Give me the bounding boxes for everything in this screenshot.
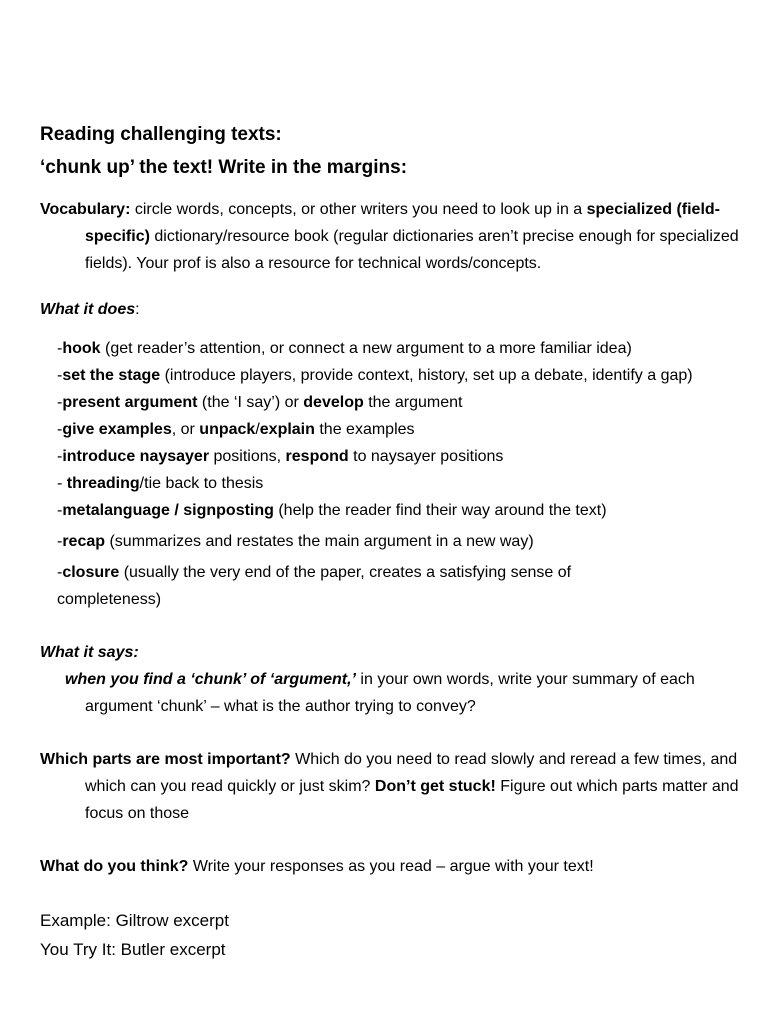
list-item-present-argument [57, 389, 750, 416]
list-text: (help the reader find their way around the text) [273, 502, 607, 519]
what-it-does-label: What it does [40, 301, 136, 318]
document-body [40, 118, 750, 964]
list-text: the examples [314, 421, 415, 438]
list-text: to naysayer positions [348, 448, 504, 465]
list-term: introduce naysayer [62, 448, 210, 465]
important-question: Which parts are most important? [40, 751, 291, 768]
what-it-says-text: in your own words, write your summary of each argument ‘chunk’ – what is the author trying to convey? [85, 671, 695, 715]
list-text: (introduce players, provide context, history, set up a debate, identify a gap) [160, 367, 693, 384]
list-term: develop [303, 394, 364, 411]
try-it-line: You Try It: Butler excerpt [40, 940, 226, 959]
list-dash: - [57, 533, 63, 550]
think-text: Write your responses as you read – argue with your text! [188, 858, 594, 875]
list-item-metalanguage [57, 497, 750, 524]
list-text: / [255, 421, 260, 438]
list-term: unpack [199, 421, 256, 438]
what-it-says-body [40, 666, 750, 720]
list-text: , or [171, 421, 200, 438]
list-term: metalanguage / signposting [62, 502, 274, 519]
list-term: set the stage [62, 367, 161, 384]
list-dash: - [57, 394, 63, 411]
vocabulary-bold-1: specialized (field-specific) [85, 201, 720, 245]
important-paragraph [40, 746, 750, 827]
list-dash: - [57, 367, 63, 384]
list-item-threading [57, 470, 750, 497]
list-dash: - [57, 564, 63, 581]
title-line-1: Reading challenging texts: [40, 124, 282, 145]
vocabulary-text-1: circle words, concepts, or other writers you need to look up in a [130, 201, 587, 218]
list-term: threading [66, 475, 140, 492]
list-item-closure [57, 559, 750, 613]
list-text: (usually the very end of the paper, creates a satisfying sense of completeness) [57, 564, 572, 608]
example-line: Example: Giltrow excerpt [40, 911, 229, 930]
what-it-says-bold-italic: when you find a ‘chunk’ of ‘argument,’ [65, 671, 356, 688]
list-text: (the ‘I say’) or [197, 394, 304, 411]
what-it-says-heading [40, 639, 750, 666]
dont-get-stuck: Don’t get stuck! [374, 778, 496, 795]
vocabulary-label: Vocabulary: [40, 201, 131, 218]
what-it-does-heading [40, 296, 750, 323]
list-text: /tie back to thesis [139, 475, 264, 492]
list-dash: - [57, 502, 63, 519]
list-item-hook [57, 335, 750, 362]
list-dash: - [57, 421, 63, 438]
important-text-1: Which do you need to read slowly and reread a few times, and which can you read quickly or just skim? [85, 751, 738, 795]
list-term: explain [259, 421, 315, 438]
list-term: present argument [62, 394, 198, 411]
what-it-says-label: What it says: [40, 644, 139, 661]
list-item-give-examples [57, 416, 750, 443]
list-dash: - [57, 340, 63, 357]
title-line-2: ‘chunk up’ the text! Write in the margins: [40, 157, 408, 178]
list-dash: - [57, 475, 67, 492]
list-item-set-the-stage [57, 362, 750, 389]
what-it-says-paragraph [65, 666, 750, 720]
list-term: hook [62, 340, 101, 357]
list-item-naysayer [57, 443, 750, 470]
think-question: What do you think? [40, 858, 189, 875]
list-term: closure [62, 564, 120, 581]
list-text: the argument [363, 394, 463, 411]
vocabulary-text-2: dictionary/resource book (regular dictionaries aren’t precise enough for specialized fields). Your prof is also a resource for technical words/concepts. [85, 228, 739, 272]
examples-block [40, 906, 750, 964]
think-paragraph [40, 853, 750, 880]
list-item-recap [57, 528, 750, 555]
important-text-2: Figure out which parts matter and focus on those [85, 778, 739, 822]
what-it-does-list [40, 335, 750, 613]
list-text: (get reader’s attention, or connect a new argument to a more familiar idea) [100, 340, 632, 357]
what-it-does-colon: : [135, 301, 140, 318]
vocabulary-paragraph [40, 196, 750, 277]
list-term: recap [62, 533, 106, 550]
list-term: give examples [62, 421, 172, 438]
page-title [40, 118, 750, 184]
list-term: respond [285, 448, 349, 465]
list-text: (summarizes and restates the main argument in a new way) [105, 533, 534, 550]
list-text: positions, [209, 448, 286, 465]
list-dash: - [57, 448, 63, 465]
